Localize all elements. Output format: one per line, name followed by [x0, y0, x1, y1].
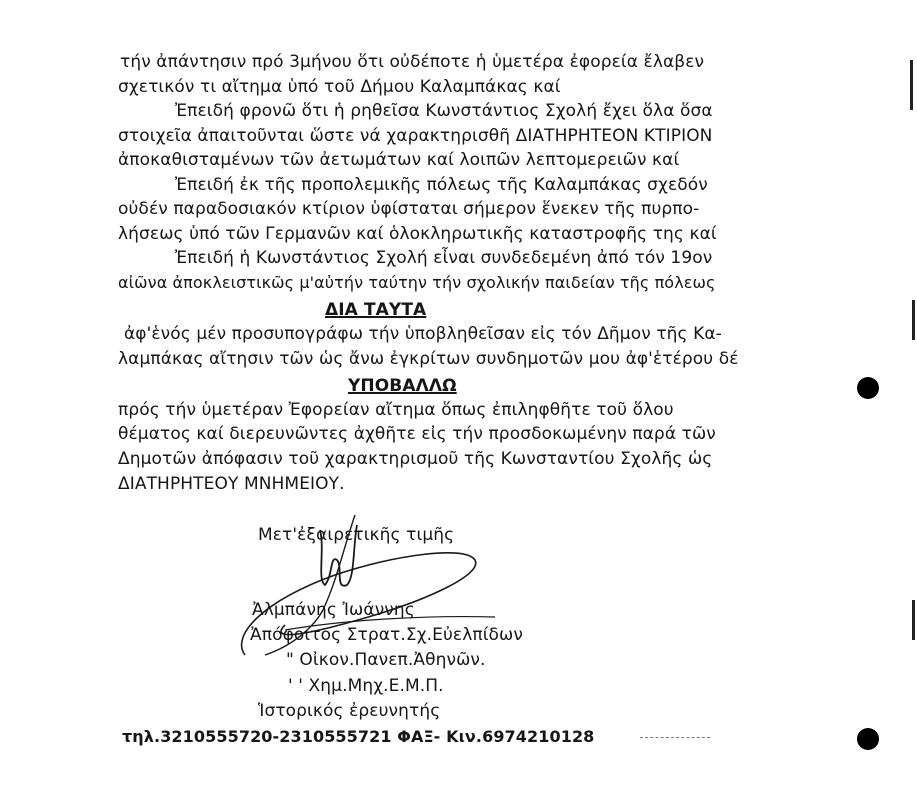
- body-line-7: οὐδέν παραδοσιακόν κτίριον ὑφίσταται σήμερον ἕνεκεν τῆς πυρπο-: [118, 199, 700, 219]
- signature-title-2: " Οἰκον.Πανεπ.Ἀθηνῶν.: [286, 650, 486, 670]
- scan-edge-mark-1: [910, 60, 913, 110]
- body-line-2: σχετικόν τι αἴτημα ὑπό τοῦ Δήμου Καλαμπάκας καί: [118, 77, 561, 97]
- binder-hole-bottom: [857, 728, 879, 750]
- closing-line: Μετ'ἐξαιρετικῆς τιμῆς: [258, 525, 455, 545]
- dashed-rule: [640, 737, 710, 739]
- body-line-4: στοιχεῖα ἀπαιτοῦνται ὥστε νά χαρακτηρισθῆ ΔΙΑΤΗΡΗΤΕΟΝ ΚΤΙΡΙΟΝ: [118, 126, 713, 146]
- body-line-13: πρός τήν ὑμετέραν Ἐφορείαν αἴτημα ὅπως ἐπιληφθῆτε τοῦ ὅλου: [118, 400, 674, 420]
- signature-title-3: ' ' Χημ.Μηχ.Ε.Μ.Π.: [288, 676, 444, 696]
- binder-hole-top: [857, 377, 879, 399]
- body-line-14: θέματος καί διερευνῶντες ἀχθῆτε εἰς τήν προσδοκωμένην παρά τῶν: [118, 424, 716, 444]
- body-line-1: [120, 52, 760, 72]
- scan-edge-mark-3: [912, 600, 915, 640]
- body-line-11: ἀφ'ἑνός μέν προσυπογράφω τήν ὑποβληθεῖσαν εἰς τόν Δῆμον τῆς Κα-: [124, 324, 722, 344]
- body-line-16: ΔΙΑΤΗΡΗΤΕΟΥ ΜΝΗΜΕΙΟΥ.: [118, 474, 345, 494]
- signature-name: Ἀλμπάνης Ἰωάννης: [252, 600, 415, 620]
- signature-title-4: Ἱστορικός ἐρευνητής: [258, 701, 441, 721]
- body-line-9: Ἐπειδή ἡ Κωνστάντιος Σχολή εἶναι συνδεδεμένη ἀπό τόν 19ον: [175, 248, 713, 268]
- heading-dia-tauta: ΔΙΑ ΤΑΥΤΑ: [325, 300, 427, 320]
- body-line-3: Ἐπειδή φρονῶ ὅτι ἡ ρηθεῖσα Κωνστάντιος Σχολή ἔχει ὅλα ὅσα: [175, 101, 713, 121]
- contact-line: τηλ.3210555720-2310555721 ΦΑΞ- Κιν.6974210128: [122, 727, 595, 746]
- body-line-6: Ἐπειδή ἐκ τῆς προπολεμικῆς πόλεως τῆς Καλαμπάκας σχεδόν: [175, 175, 708, 195]
- scan-edge-mark-2: [912, 300, 915, 340]
- body-line-5: ἀποκαθισταμένων τῶν ἀετωμάτων καί λοιπῶν λεπτομερειῶν καί: [118, 150, 680, 170]
- text: τήν ἀπάντησιν πρό 3μήνου ὅτι οὐδέποτε ἡ ὑμετέρα ἐφορεία ἔλαβεν: [120, 52, 705, 72]
- body-line-15: Δημοτῶν ἀπόφασιν τοῦ χαρακτηρισμοῦ τῆς Κωνσταντίου Σχολῆς ὡς: [118, 449, 713, 469]
- body-line-12: λαμπάκας αἴτησιν τῶν ὡς ἄνω ἐγκρίτων συνδημοτῶν μου ἀφ'ἑτέρου δέ: [118, 349, 739, 369]
- body-line-8: λήσεως ὑπό τῶν Γερμανῶν καί ὁλοκληρωτικῆς καταστροφῆς της καί: [118, 224, 717, 244]
- body-line-10: αἰῶνα ἀποκλειστικῶς μ'αὐτήν ταύτην τήν σχολικήν παιδείαν τῆς πόλεως: [118, 273, 716, 292]
- heading-ypovallo: ΥΠΟΒΑΛΛΩ: [348, 376, 457, 396]
- signature-title-1: Ἀπόφοιτος Στρατ.Σχ.Εὐελπίδων: [250, 625, 523, 645]
